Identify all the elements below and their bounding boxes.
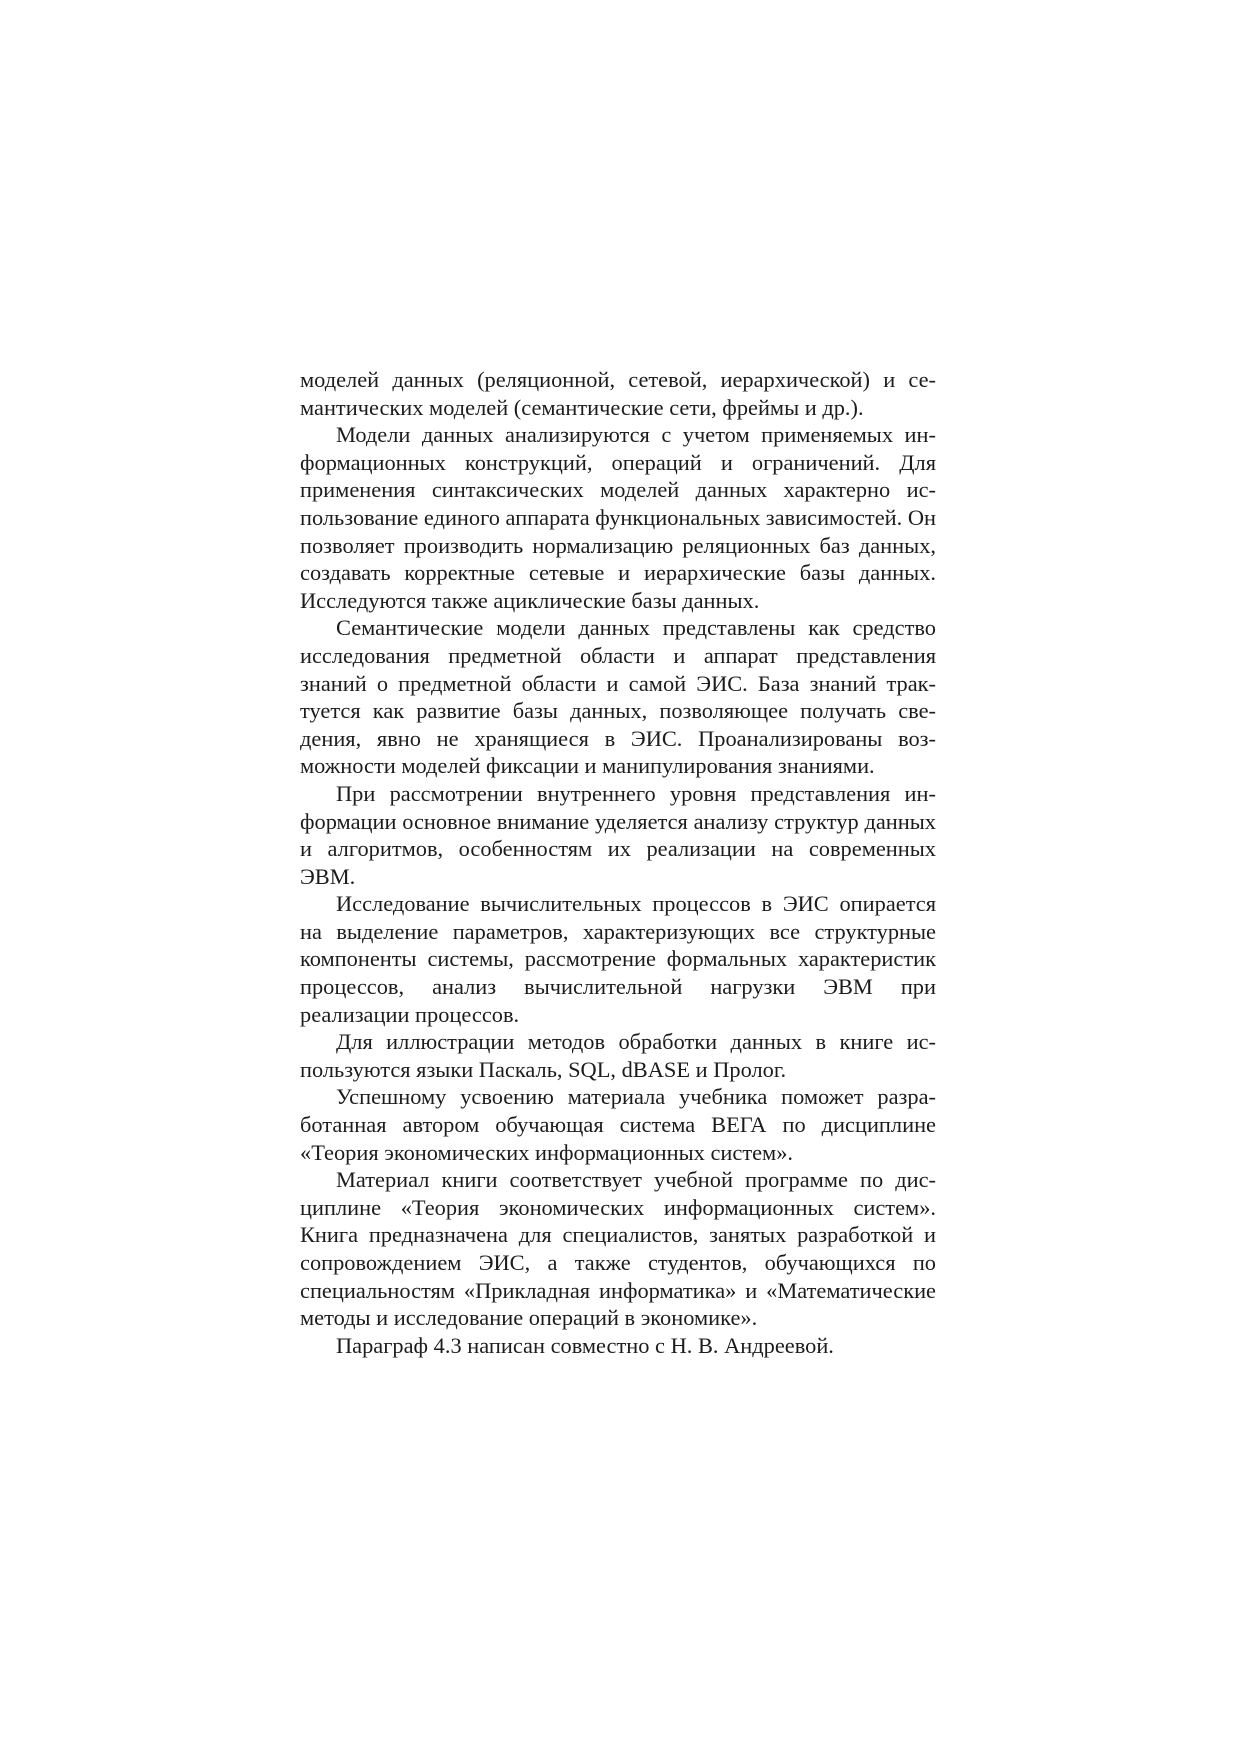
paragraph-7: Успешному усвоению материала учебника поможет разработанная автором обучающая система ВЕГА по дисциплине «Теория экономических информационных систем». [300, 1084, 936, 1165]
paragraph-6: Для иллюстрации методов обработки данных в книге используются языки Паскаль, SQL, dBASE и Пролог. [300, 1029, 936, 1082]
paragraph-9: Параграф 4.3 написан совместно с Н. В. Андреевой. [336, 1332, 834, 1358]
paragraph-5: Исследование вычислительных процессов в ЭИС опирается на выделение параметров, характеризующих все структурные компоненты системы, рассмотрение формальных характеристик процессов, анализ вычислительной нагрузки ЭВМ при реализации процессов. [300, 891, 936, 1027]
paragraph-1: моделей данных (реляционной, сетевой, иерархической) и семантических моделей (семантические сети, фреймы и др.). [300, 367, 936, 420]
body-text [300, 366, 936, 1359]
paragraph-3: Семантические модели данных представлены как средство исследования предметной области и аппарат представления знаний о предметной области и самой ЭИС. База знаний трактуется как развитие базы данных, позволяющее получать сведения, явно не хранящиеся в ЭИС. Проанализированы возможности моделей фиксации и манипулирования знаниями. [300, 615, 936, 779]
paragraph-4: При рассмотрении внутреннего уровня представления информации основное внимание уделяется анализу структур данных и алгоритмов, особенностям их реализации на современных ЭВМ. [300, 780, 936, 889]
paragraph-8: Материал книги соответствует учебной программе по дисциплине «Теория экономических информационных систем». Книга предназначена для специалистов, занятых разработкой и сопровождением ЭИС, а также студентов, обучающихся по специальностям «Прикладная информатика» и «Математические методы и исследование операций в экономике». [300, 1167, 936, 1331]
paragraph-2: Модели данных анализируются с учетом применяемых информационных конструкций, операций и ограничений. Для применения синтаксических моделей данных характерно использование единого аппарата функциональных зависимостей. Он позволяет производить нормализацию реляционных баз данных, создавать корректные сетевые и иерархические базы данных. Исследуются также ациклические базы данных. [300, 422, 936, 613]
